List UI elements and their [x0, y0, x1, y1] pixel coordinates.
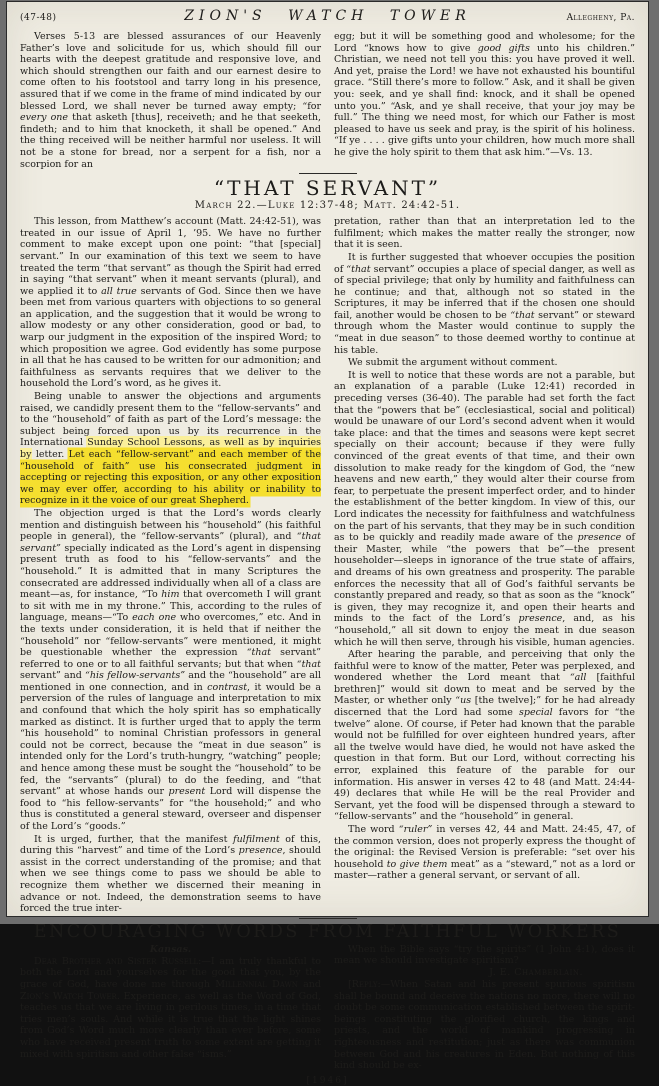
section-divider-rule: [299, 918, 357, 919]
article-left-column: [20, 216, 321, 915]
letter-signature: J. E. Chamberlain.: [489, 966, 583, 978]
page-number-footer: [1946]: [306, 1075, 349, 1086]
letters-left-column: [20, 944, 321, 1072]
publication-city: Allegheny, Pa.: [566, 13, 635, 23]
paragraph: This lesson, from Matthew’s account (Matt. 24:42-51), was treated in our issue of April 1, ’95. We have no further comment to make except upon one point: “that [special] servant.” In our examination of this text we seem to have treated the term “that servant” as though the Spirit had erred in saying “that servant” when it meant servants (plural), and we applied it to all true servants of God. Since then we have been met from various quarters with objections to so general an application, and the suggestion that it would be wrong to allow modesty or any other consideration, good or bad, to warp our judgment in the exposition of the inspired Word; to which proposition we agree. God evidently has some purpose in all that he has caused to be written for our admonition; and faithfulness as servants requires that we deliver to the household the Lord’s word, as he gives it.: [20, 216, 321, 390]
letter-location: Kansas.: [149, 943, 192, 955]
faint-highlight: Sunday School Lessons, as well as by inquiries by: [20, 437, 321, 460]
intro-right-column: [334, 31, 635, 170]
paper: [7, 2, 648, 1086]
paragraph: Being unable to answer the objections and arguments raised, we candidly present them to the “fellow-servants” and to the “household” of faith as part of the Lord’s message: the subject being forced upon us by its recurrence in the International Sunday School Lessons, as well as by inquiries by letter. Let each “fellow-servant” and each member of the “household of faith” use his consecrated judgment in accepting or rejecting this exposition, or any other exposition we may ever offer, according to his ability or inability to recognize in it the voice of our great Shepherd.: [20, 391, 321, 507]
letters-right-column: [334, 944, 635, 1072]
paragraph: It is well to notice that these words are not a parable, but an explanation of a parable (Luke 12:41) recorded in preceding verses (36-40). The parable had set forth the fact that the “powers that be” (ecclesiastical, social and political) would be unaware of our Lord’s second advent when it would take place: and that the times and seasons were kept secret specially on their account; because if they were fully convinced of the great events of that time, and their own dissolution to make ready for the kingdom of God, the “new heavens and new earth,” they would alter their course from fear, to perpetuate the present imperfect order, and to hinder the establishment of the better kingdom. In view of this, our Lord indicates the necessity for faithfulness and watchfulness on the part of his servants, that they may be in such condition as to be quickly and readily made aware of the presence of their Master, while “the powers that be”—the present householder—sleeps in ignorance of the true state of affairs, and dreams of his own greatness and prosperity. The parable enforces the necessity that all of God’s faithful servants be constantly prepared and ready, so that as soon as the “knock” is given, they may recognize it, and open their hearts and minds to the fact of the Lord’s presence, and, as his “household,” all sit down to enjoy the meat in due season which he will then serve, through his visible, human agencies.: [334, 369, 635, 648]
intro-section: [20, 31, 635, 170]
paragraph: It is further suggested that whoever occupies the position of “that servant” occupies a place of special danger, as well as of special privilege; that only by humility and faithfulness can he continue; and that, although not so stated in the Scriptures, it may be inferred that if the chosen one should fail, another would be chosen to be “that servant” or steward through whom the Master would continue to supply the “meat in due season” to those deemed worthy to continue at his table.: [334, 251, 635, 356]
page-folio: (47-48): [20, 13, 57, 23]
salutation: Dear Brother and Sister Russell: [34, 955, 199, 967]
article-title: “THAT SERVANT”: [213, 176, 442, 201]
paragraph: Verses 5-13 are blessed assurances of our Heavenly Father’s love and solicitude for us, which should fill our hearts with the deepest gratitude and responsive love, and which should strengthen our faith and our earnest desire to come often to his footstool and tarry long in his presence, assured that if we come in the frame of mind indicated by our blessed Lord, we shall never be turned away empty; “for every one that asketh [thus], receiveth; and he that seeketh, findeth; and to him that knocketh, it shall be opened.” And the thing received will be neither harmful nor useless. It will not be a stone for bread, nor a serpent for a fish, nor a scorpion for an: [20, 31, 322, 170]
letters-body: [20, 944, 635, 1072]
article-right-column: [334, 216, 635, 915]
article-section: [20, 173, 635, 915]
page-content: [7, 2, 648, 1086]
masthead-title: ZION'S WATCH TOWER: [184, 8, 471, 24]
paragraph: The word “ruler” in verses 42, 44 and Matt. 24:45, 47, of the common version, does not properly express the thought of the original: the Revised Version is preferable: “set over his household to give them meat” as a “steward,” not as a lord or master—rather a general servant, or servant of all.: [334, 824, 635, 882]
page-header: [20, 8, 635, 28]
paragraph: pretation, rather than that an interpretation led to the fulfilment; which makes the matter really the stronger, now that it is seen.: [334, 216, 635, 251]
question-paragraph: When the Bible says “try the spirits” (1 John 4:1), does it mean we should investigate spiritism?: [334, 943, 635, 967]
article-body: [20, 216, 635, 915]
paragraph: The objection urged is that the Lord’s words clearly mention and distinguish between his “household” (his faithful people in general), the “fellow-servants” (plural), and “that servant” specially indicated as the Lord’s agent in dispensing present truth as food to his “fellow-servants” and the “household.” It is admitted that in many Scriptures the consecrated are addressed individually when all of a class are meant—as, for instance, “To him that overcometh I will grant to sit with me in my throne.” This, according to the rules of language, means—“To each one who overcomes,” etc. And in the texts under consideration, it is held that if neither the “household” nor “fellow-servants” were mentioned, it might be questionable whether the expression “that servant” referred to one or to all faithful servants; but that when “that servant” and “his fellow-servants” and the “household” are all mentioned in one connection, and in contrast, it would be a perversion of the rules of language and interpretation to mix and confound that which the holy spirit has so emphatically marked as distinct. It is further urged that to apply the term “his household” to nominal Christian professors in general could not be correct, because the “meat in due season” is intended only for the Lord’s truth-hungry, “watching” people; and hence among these must be sought the “household” to be fed, the “servants” (plural) to do the feeding, and “that servant” at whose hands our present Lord will dispense the food to “his fellow-servants” for “the household;” and who thus is constituted a general steward, overseer and dispenser of the Lord’s “goods.”: [20, 507, 322, 832]
paragraph: After hearing the parable, and perceiving that only the faithful were to know of the matter, Peter was perplexed, and wondered whether the Lord meant that “all [faithful brethren]” would sit down to meat and be served by the Master, or whether only “us [the twelve];” for he had already discerned that the Lord had some special favors for “the twelve” alone. Of course, if Peter had known that the parable would not be fulfilled for over eighteen hundred years, after all the twelve would have died, he would not have asked the question in that form. But our Lord, without correcting his error, explained this feature of the parable for our information. His answer in verses 42 to 48 (and Matt. 24:44-49) declares that while He will be the real Provider and Servant, yet the food will be dispensed through a steward to “fellow-servants” and the “household” in general.: [334, 649, 636, 823]
letters-section: [20, 918, 635, 1072]
reply-paragraph: [Reply:—When Satan and his present spurious spiritism shall be bound and deceive the nations no more, there will no doubt be some communication established between the spirit-beings constituting the glorified church, the kings and priests, and the world of mankind progressing in righteousness and restitution; just as there was communion between God and his creatures in Eden. But nothing of this kind should be ex-: [334, 978, 635, 1072]
highlighted-passage: Let each “fellow-servant” and each member of the “household of faith” use his consecrated judgment in accepting or rejecting this exposition, or any other exposition we may ever offer, according to his ability or inability to recognize in it the voice of our great Shepherd.: [20, 449, 321, 507]
letters-title: ENCOURAGING WORDS FROM FAITHFUL WORKERS: [33, 921, 622, 942]
article-subtitle: March 22.—Luke 12:37-48; Matt. 24:42-51.: [194, 200, 461, 212]
letter-paragraph: Dear Brother and Sister Russell:—I am truly thankful to both the Lord and yourselves for the good that you, by the grace of God, have done me through Millennial Dawn and Zion’s Watch Tower. Experience, as well as the Word of God, teaches us that we are living in perilous times, in a time that tries men’s souls. And while it is true that the light shines from God’s Word much more clearly than ever before, some who have received present truth to some extent are getting it mixed with spiritism and other false “isms.”: [20, 955, 321, 1060]
paragraph: We submit the argument without comment.: [348, 357, 558, 369]
paragraph: egg; but it will be something good and wholesome; for the Lord “knows how to give good gifts unto his children.” Christian, we need not tell you this: you have proved it well. And yet, praise the Lord! we have not exhausted his bountiful grace. “Still there’s more to follow.” Ask, and it shall be given you: seek, and ye shall find: knock, and it shall be opened unto you.” “Ask, and ye shall receive, that your joy may be full.” The thing we need most, for which our Father is most pleased to have us seek and pray, is the spirit of his holiness. “If ye . . . . give gifts unto your children, how much more shall he give the holy spirit to them that ask him.”—Vs. 13.: [334, 31, 636, 158]
paragraph: It is urged, further, that the manifest fulfilment of this, during this “harvest” and time of the Lord’s presence, should assist in the correct understanding of the promise; and that when we see things come to pass we should be able to recognize them whether we discerned their meaning in advance or not. Indeed, the demonstration seems to have forced the true inter-: [20, 833, 321, 915]
intro-left-column: [20, 31, 321, 170]
section-divider-rule: [299, 173, 357, 174]
